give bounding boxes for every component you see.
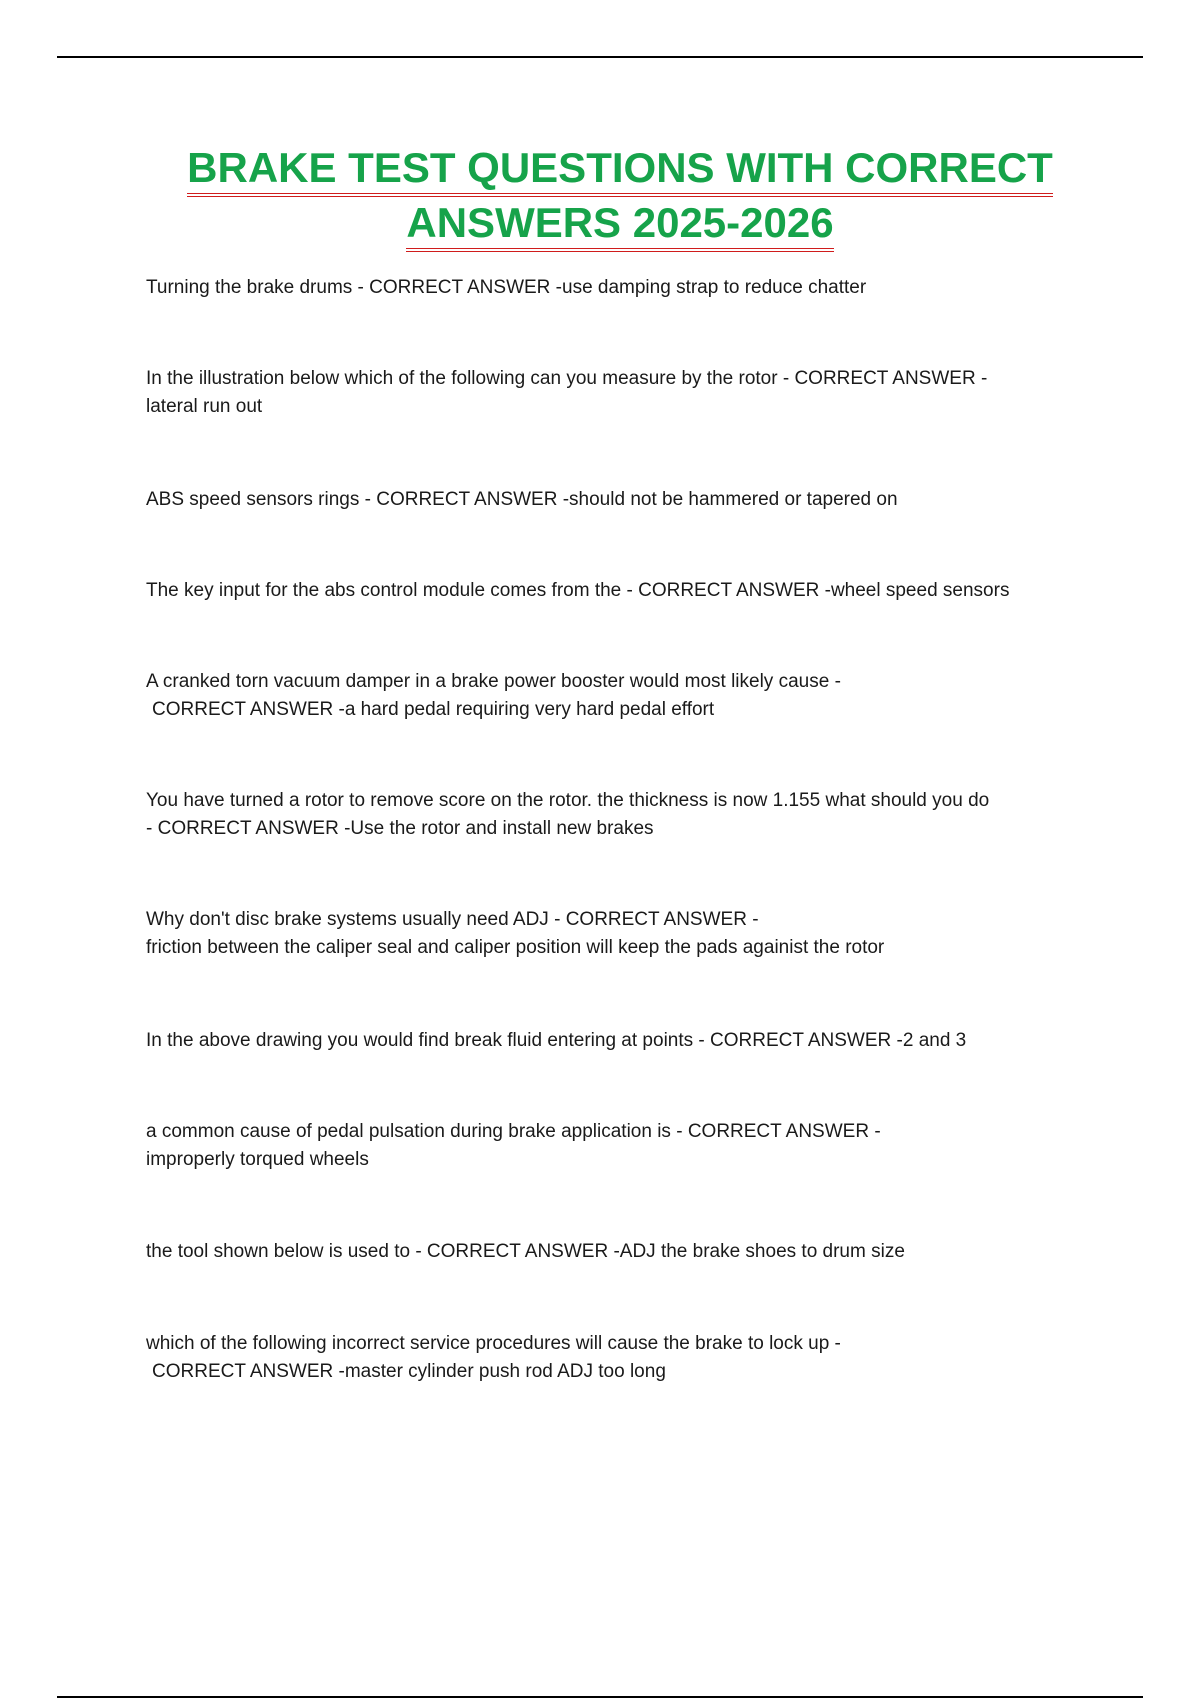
qa-item-4 bbox=[146, 577, 1086, 605]
page-title bbox=[150, 142, 1090, 252]
title-line-2: ANSWERS 2025-2026 bbox=[406, 199, 833, 252]
qa-item-1 bbox=[146, 274, 1086, 302]
qa-item-7 bbox=[146, 906, 1086, 962]
qa-item-4-line-1: The key input for the abs control module comes from the - CORRECT ANSWER -wheel speed sensors bbox=[146, 580, 1010, 601]
qa-item-11-line-1: which of the following incorrect service procedures will cause the brake to lock up - bbox=[146, 1333, 841, 1354]
qa-item-7-line-1: Why don't disc brake systems usually need ADJ - CORRECT ANSWER - bbox=[146, 909, 759, 930]
qa-item-9-line-1: a common cause of pedal pulsation during brake application is - CORRECT ANSWER - bbox=[146, 1121, 881, 1142]
qa-item-6 bbox=[146, 787, 1086, 843]
qa-item-2-line-1: In the illustration below which of the following can you measure by the rotor - CORRECT ANSWER - bbox=[146, 368, 988, 389]
qa-item-7-line-2: friction between the caliper seal and caliper position will keep the pads againist the rotor bbox=[146, 937, 885, 958]
qa-item-10 bbox=[146, 1238, 1086, 1266]
qa-item-3-line-1: ABS speed sensors rings - CORRECT ANSWER -should not be hammered or tapered on bbox=[146, 489, 898, 510]
qa-item-9 bbox=[146, 1118, 1086, 1174]
top-rule bbox=[57, 56, 1143, 58]
bottom-rule bbox=[57, 1696, 1143, 1698]
qa-item-10-line-1: the tool shown below is used to - CORRECT ANSWER -ADJ the brake shoes to drum size bbox=[146, 1241, 905, 1262]
qa-item-9-line-2: improperly torqued wheels bbox=[146, 1149, 369, 1170]
qa-item-2-line-2: lateral run out bbox=[146, 396, 263, 417]
qa-item-6-line-2: - CORRECT ANSWER -Use the rotor and install new brakes bbox=[146, 818, 654, 839]
qa-item-8 bbox=[146, 1027, 1086, 1055]
title-line-1: BRAKE TEST QUESTIONS WITH CORRECT bbox=[187, 144, 1053, 197]
qa-item-8-line-1: In the above drawing you would find break fluid entering at points - CORRECT ANSWER -2 and 3 bbox=[146, 1030, 967, 1051]
qa-item-5-line-1: A cranked torn vacuum damper in a brake power booster would most likely cause - bbox=[146, 671, 841, 692]
qa-item-1-line-1: Turning the brake drums - CORRECT ANSWER -use damping strap to reduce chatter bbox=[146, 277, 867, 298]
qa-item-3 bbox=[146, 486, 1086, 514]
qa-item-11-line-2: CORRECT ANSWER -master cylinder push rod ADJ too long bbox=[152, 1361, 666, 1382]
qa-item-11 bbox=[146, 1330, 1086, 1386]
qa-item-5-line-2: CORRECT ANSWER -a hard pedal requiring very hard pedal effort bbox=[152, 699, 715, 720]
qa-item-6-line-1: You have turned a rotor to remove score on the rotor. the thickness is now 1.155 what should you do bbox=[146, 790, 990, 811]
qa-item-2 bbox=[146, 365, 1086, 421]
qa-item-5 bbox=[146, 668, 1086, 724]
